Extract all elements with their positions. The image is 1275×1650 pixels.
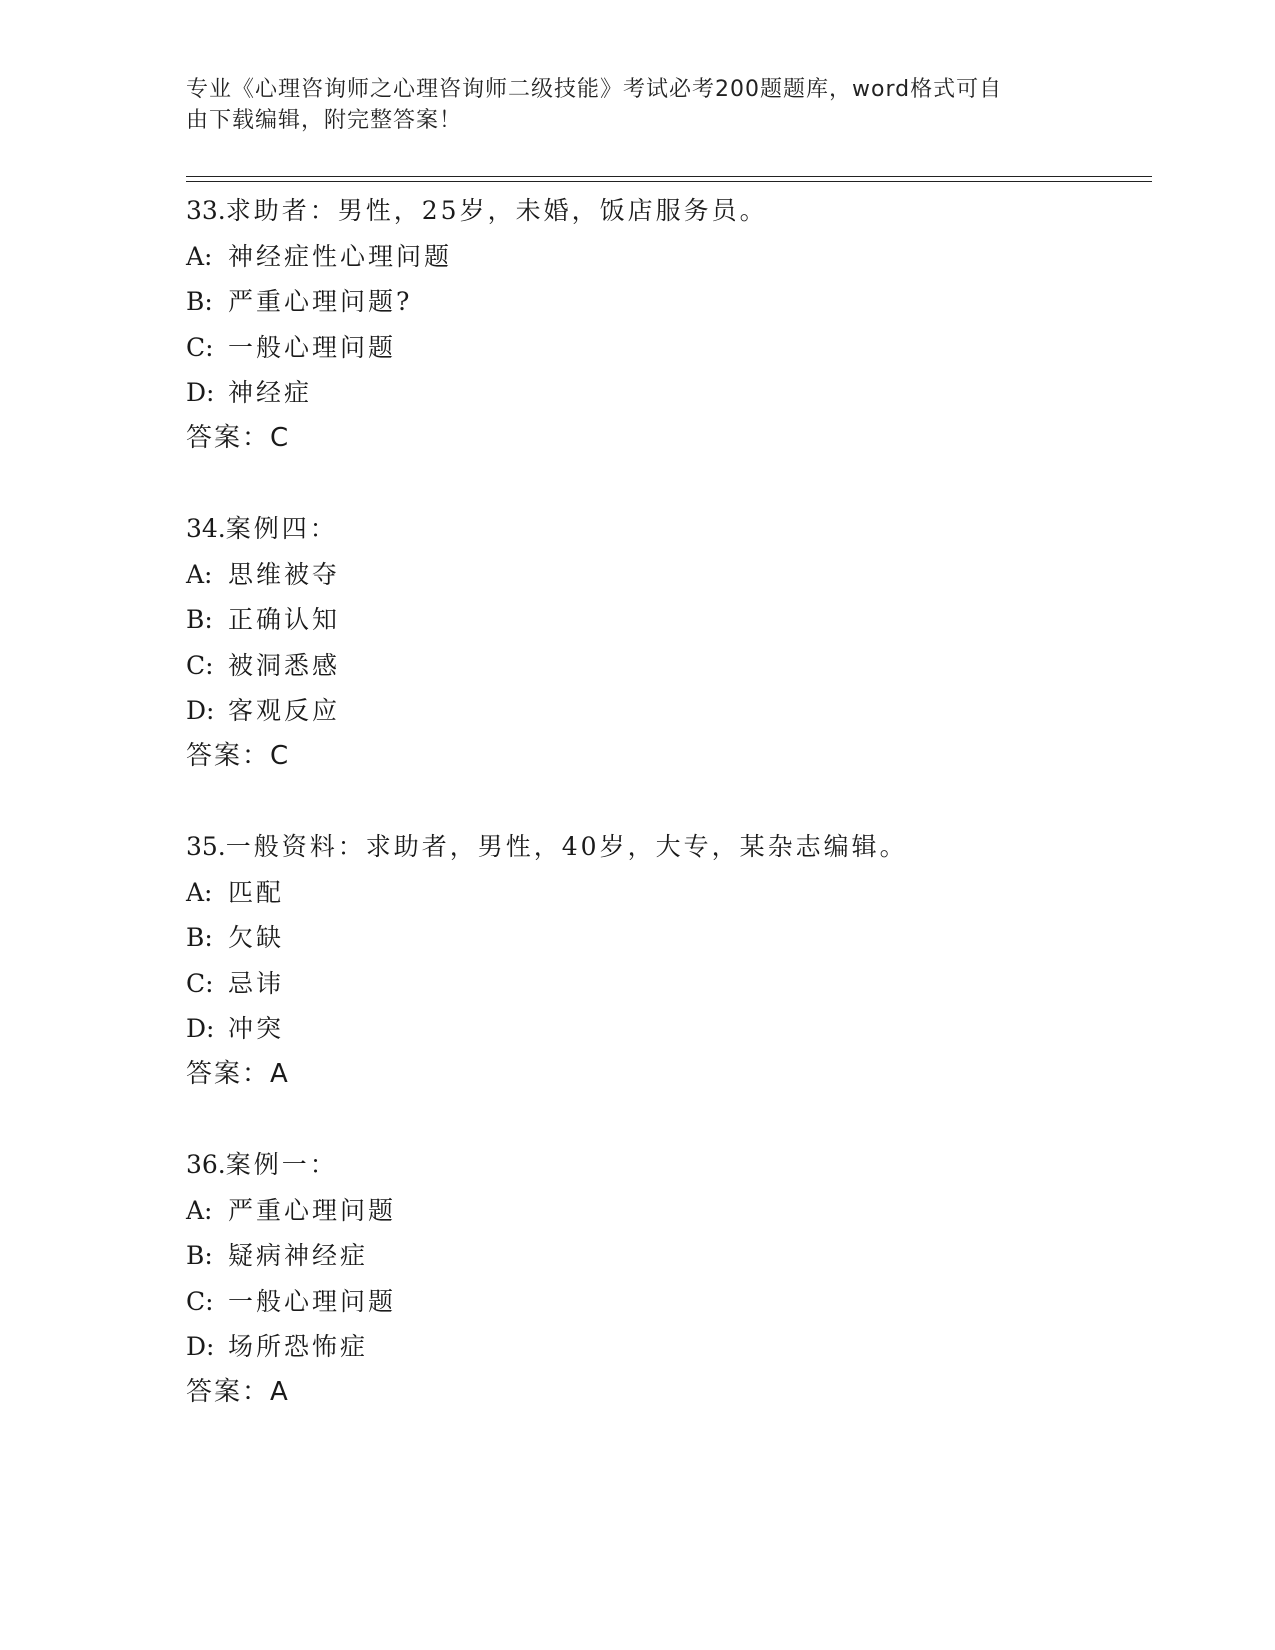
header-divider-top — [186, 176, 1152, 177]
option-text: 匹配 — [228, 877, 285, 907]
option-key: B: — [186, 923, 213, 952]
option-key: A: — [186, 559, 213, 589]
document-header — [186, 74, 1066, 136]
option-text: 一般心理问题 — [228, 332, 397, 362]
option-a — [186, 552, 1146, 598]
option-text: 严重心理问题? — [228, 287, 413, 316]
option-key: D: — [186, 696, 215, 725]
question-33 — [186, 188, 1146, 461]
option-text: 冲突 — [228, 1014, 285, 1043]
option-key: C: — [186, 332, 214, 362]
answer-line: 答案：A — [186, 1376, 290, 1407]
option-key: C: — [186, 968, 214, 998]
question-text: 案例一： — [225, 1150, 338, 1179]
question-number: 33. — [186, 196, 226, 225]
option-text: 客观反应 — [228, 696, 341, 725]
question-text: 求助者：男性，25岁，未婚，饭店服务员。 — [225, 196, 768, 225]
option-a — [186, 234, 1146, 280]
question-stem — [186, 824, 1146, 870]
option-c — [186, 325, 1146, 371]
question-list — [186, 188, 1146, 1460]
option-text: 欠缺 — [228, 923, 285, 952]
header-line-1: 专业《心理咨询师之心理咨询师二级技能》考试必考200题题库，word格式可自 — [186, 77, 1003, 102]
question-stem — [186, 506, 1146, 552]
question-34 — [186, 506, 1146, 779]
option-text: 严重心理问题 — [228, 1195, 397, 1225]
question-stem — [186, 1142, 1146, 1188]
option-key: D: — [186, 1332, 215, 1361]
question-number: 36. — [186, 1150, 226, 1179]
option-key: D: — [186, 1014, 215, 1043]
option-text: 一般心理问题 — [228, 1286, 397, 1316]
question-text: 案例四： — [225, 514, 338, 543]
question-number: 34. — [186, 514, 226, 543]
option-b — [186, 1233, 1146, 1279]
option-text: 神经症性心理问题 — [228, 241, 453, 271]
option-key: C: — [186, 650, 214, 680]
option-text: 思维被夺 — [228, 559, 341, 589]
option-key: A: — [186, 241, 213, 271]
header-line-2: 由下载编辑，附完整答案！ — [186, 108, 463, 133]
option-text: 神经症 — [228, 378, 313, 407]
option-c — [186, 1279, 1146, 1325]
question-35 — [186, 824, 1146, 1097]
option-d — [186, 370, 1146, 416]
answer-line: 答案：C — [186, 740, 291, 771]
header-divider-bottom — [186, 181, 1152, 182]
option-key: A: — [186, 1195, 213, 1225]
option-key: B: — [186, 605, 213, 634]
question-stem — [186, 188, 1146, 234]
option-b — [186, 915, 1146, 961]
answer-line: 答案：C — [186, 422, 291, 453]
question-36 — [186, 1142, 1146, 1415]
option-text: 忌讳 — [228, 968, 285, 998]
option-a — [186, 1188, 1146, 1234]
option-b — [186, 597, 1146, 643]
option-c — [186, 643, 1146, 689]
question-number: 35. — [186, 832, 226, 861]
option-d — [186, 688, 1146, 734]
option-a — [186, 870, 1146, 916]
option-text: 被洞悉感 — [228, 650, 341, 680]
option-key: C: — [186, 1286, 214, 1316]
option-d — [186, 1006, 1146, 1052]
option-key: B: — [186, 287, 213, 316]
option-key: B: — [186, 1241, 213, 1270]
option-d — [186, 1324, 1146, 1370]
question-text: 一般资料：求助者，男性，40岁，大专，某杂志编辑。 — [225, 832, 908, 861]
option-c — [186, 961, 1146, 1007]
option-key: D: — [186, 378, 215, 407]
answer-line: 答案：A — [186, 1058, 290, 1089]
option-b — [186, 279, 1146, 325]
option-text: 疑病神经症 — [228, 1241, 369, 1270]
option-key: A: — [186, 877, 213, 907]
option-text: 正确认知 — [228, 605, 341, 634]
option-text: 场所恐怖症 — [228, 1332, 369, 1361]
